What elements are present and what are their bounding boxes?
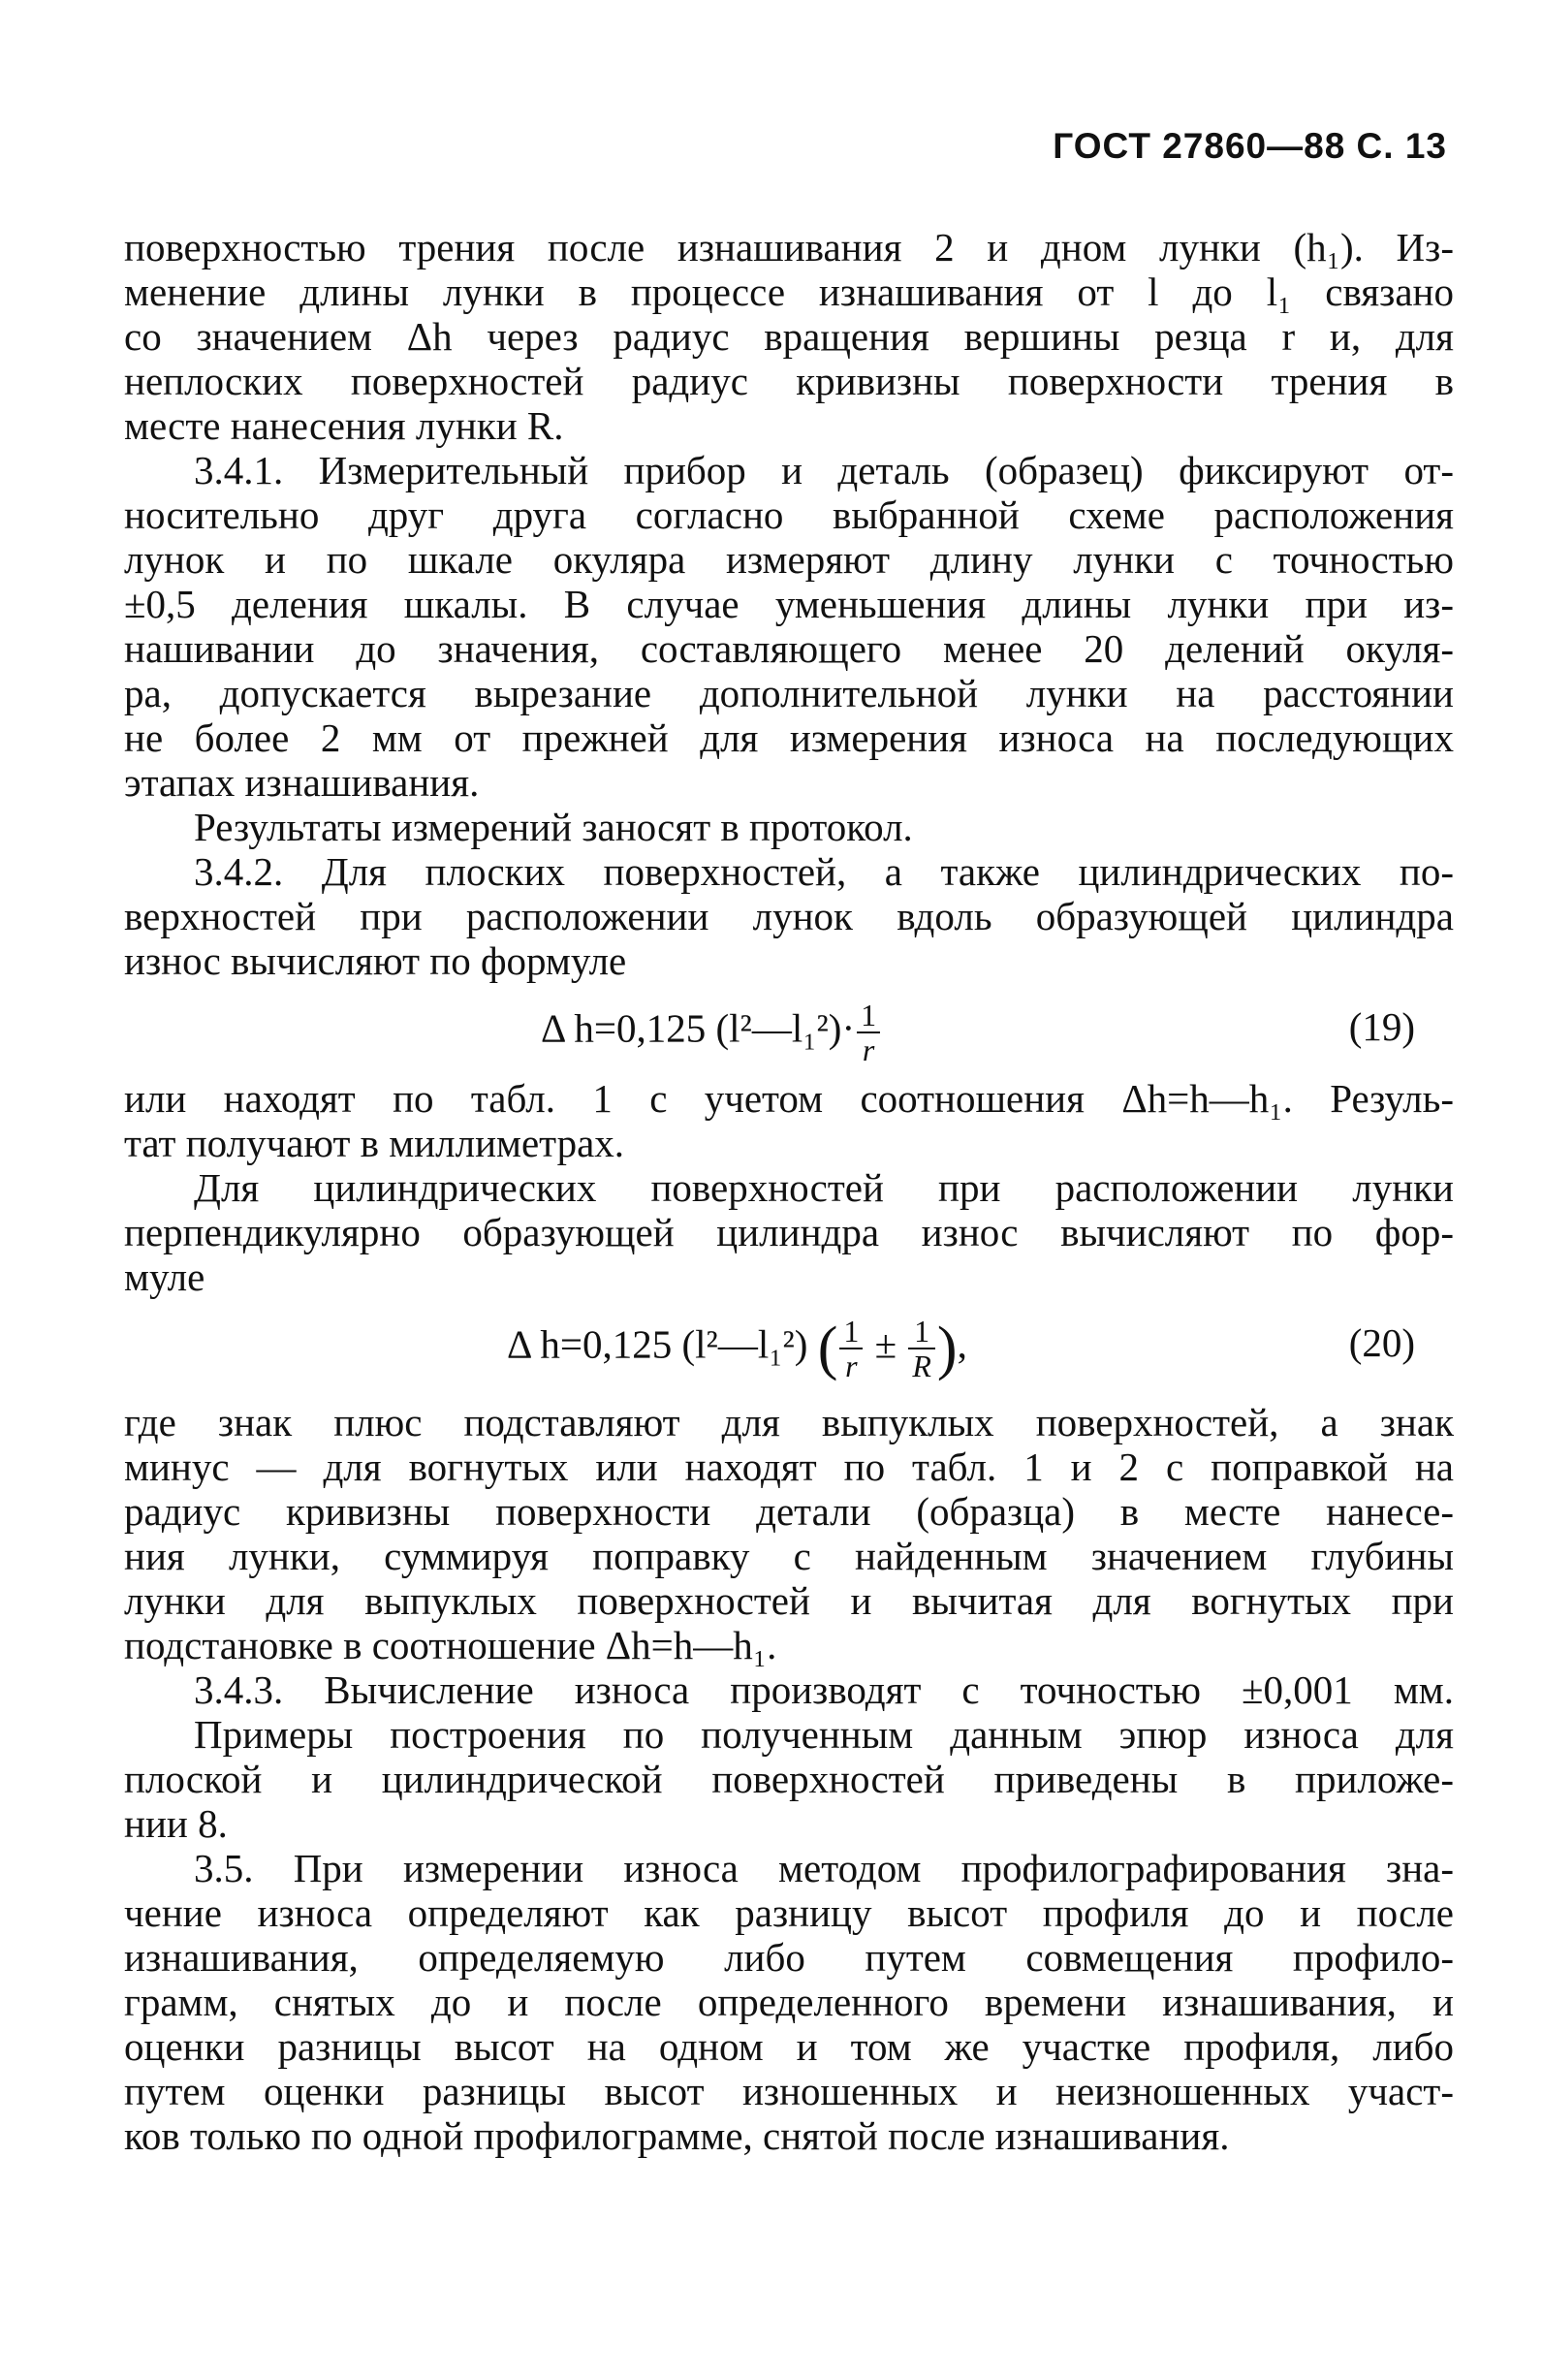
text-line: неплоских поверхностей радиус кривизны поверхности трения в xyxy=(124,359,1454,403)
text-line: нии 8. xyxy=(124,1801,228,1846)
text-line: Результаты измерений заносят в протокол. xyxy=(194,805,913,849)
paragraph-after-19 xyxy=(124,1076,1454,1165)
body-text xyxy=(124,225,1454,2158)
fraction-numerator: 1 xyxy=(908,1315,935,1349)
paragraph-after-20 xyxy=(124,1400,1454,1667)
text-line: не более 2 мм от прежней для измерения износа на последующих xyxy=(124,715,1454,760)
text-line: верхностей при расположении лунок вдоль образующей цилиндра xyxy=(124,894,1454,938)
text-line: подстановке в соотношение Δh=h—h₁. xyxy=(124,1623,777,1667)
text-line: тат получают в миллиметрах. xyxy=(124,1121,625,1165)
text-line: чение износа определяют как разницу высот профиля до и после xyxy=(124,1890,1454,1935)
formula-20-fraction-1 xyxy=(839,1315,863,1382)
formula-20-paren-close: ) xyxy=(936,1316,958,1381)
text-line: менение длины лунки в процессе изнашивания от l до l₁ связано xyxy=(124,270,1454,314)
paragraph-cylindrical xyxy=(124,1165,1454,1299)
text-line: износ вычисляют по формуле xyxy=(124,938,627,983)
text-line: изнашивания, определяемую либо путем совмещения профило- xyxy=(124,1935,1454,1980)
text-line: поверхностью трения после изнашивания 2 и дном лунки (h₁). Из- xyxy=(124,225,1454,270)
text-line: носительно друг друга согласно выбранной схеме расположения xyxy=(124,492,1454,537)
text-line: перпендикулярно образующей цилиндра износ вычисляют по фор- xyxy=(124,1210,1454,1254)
text-line: 3.5. При измерении износа методом профилографирования зна- xyxy=(194,1846,1454,1890)
text-line: муле xyxy=(124,1254,205,1299)
fraction-denominator: R xyxy=(912,1349,931,1383)
text-line: со значением Δh через радиус вращения вершины резца r и, для xyxy=(124,314,1454,359)
text-line: Примеры построения по полученным данным эпюр износа для xyxy=(194,1712,1454,1757)
paragraph-3-4-1 xyxy=(124,448,1454,805)
text-line: минус — для вогнутых или находят по табл. 1 и 2 с поправкой на xyxy=(124,1444,1454,1489)
text-line: ра, допускается вырезание дополнительной лунки на расстоянии xyxy=(124,671,1454,715)
text-line: радиус кривизны поверхности детали (образца) в месте нанесе- xyxy=(124,1489,1454,1534)
text-line: 3.4.2. Для плоских поверхностей, а также цилиндрических по- xyxy=(194,849,1454,894)
paragraph-examples xyxy=(124,1712,1454,1846)
text-line: оценки разницы высот на одном и том же участке профиля, либо xyxy=(124,2024,1454,2069)
paragraph-3-4-2 xyxy=(124,849,1454,983)
formula-19-lhs: Δ h=0,125 (l²—l₁²)· xyxy=(541,1005,856,1051)
formula-20-operator: ± xyxy=(874,1321,897,1367)
formula-20-tail: , xyxy=(957,1321,967,1367)
text-line: путем оценки разницы высот изношенных и неизношенных участ- xyxy=(124,2069,1454,2113)
text-line: ния лунки, суммируя поправку с найденным значением глубины xyxy=(124,1534,1454,1578)
text-line: 3.4.3. Вычисление износа производят с точностью ±0,001 мм. xyxy=(194,1667,1454,1712)
paragraph-3-4-3 xyxy=(124,1667,1454,1712)
formula-19-fraction xyxy=(857,999,880,1066)
formula-20-paren-open: ( xyxy=(817,1316,838,1381)
formula-19 xyxy=(124,983,1454,1076)
formula-20-fraction-2 xyxy=(908,1315,935,1382)
fraction-numerator: 1 xyxy=(857,999,880,1033)
fraction-numerator: 1 xyxy=(839,1315,863,1349)
paragraph-intro xyxy=(124,225,1454,448)
formula-19-body xyxy=(541,999,882,1066)
text-line: плоской и цилиндрической поверхностей приведены в приложе- xyxy=(124,1757,1454,1801)
text-line: или находят по табл. 1 с учетом соотношения Δh=h—h₁. Резуль- xyxy=(124,1076,1454,1121)
fraction-denominator: r xyxy=(845,1349,858,1383)
text-line: Для цилиндрических поверхностей при расположении лунки xyxy=(194,1165,1454,1210)
text-line: нашивании до значения, составляющего менее 20 делений окуля- xyxy=(124,626,1454,671)
text-line: 3.4.1. Измерительный прибор и деталь (образец) фиксируют от- xyxy=(194,448,1454,492)
page-header: ГОСТ 27860—88 С. 13 xyxy=(1053,126,1447,166)
text-line: грамм, снятых до и после определенного времени изнашивания, и xyxy=(124,1980,1454,2024)
text-line: ков только по одной профилограмме, снятой после изнашивания. xyxy=(124,2113,1230,2158)
equation-number-19: (19) xyxy=(1348,1004,1415,1049)
text-line: где знак плюс подставляют для выпуклых поверхностей, а знак xyxy=(124,1400,1454,1444)
equation-number-20: (20) xyxy=(1348,1320,1415,1365)
text-line: месте нанесения лунки R. xyxy=(124,403,564,448)
paragraph-results xyxy=(124,805,1454,849)
fraction-denominator: r xyxy=(862,1032,875,1067)
text-line: ±0,5 деления шкалы. В случае уменьшения длины лунки при из- xyxy=(124,582,1454,626)
paragraph-3-5 xyxy=(124,1846,1454,2158)
formula-20-lhs: Δ h=0,125 (l²—l₁²) xyxy=(507,1321,808,1367)
formula-20-body xyxy=(507,1315,967,1382)
formula-20 xyxy=(124,1299,1454,1400)
text-line: лунок и по шкале окуляра измеряют длину лунки с точностью xyxy=(124,537,1454,582)
text-line: лунки для выпуклых поверхностей и вычитая для вогнутых при xyxy=(124,1578,1454,1623)
text-line: этапах изнашивания. xyxy=(124,760,480,805)
